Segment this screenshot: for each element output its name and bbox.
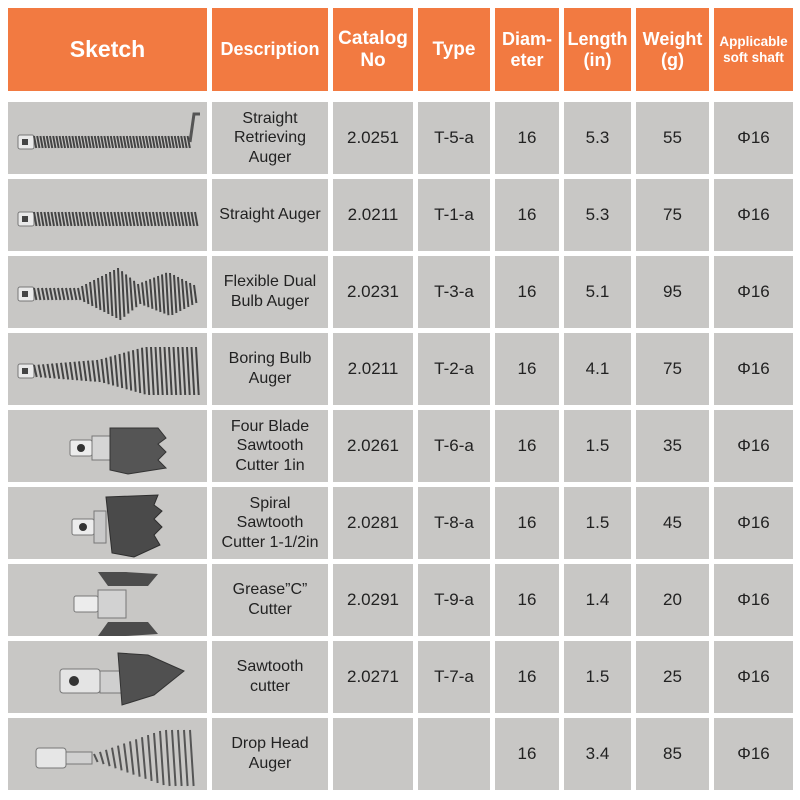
sketch-cell [8,487,207,559]
diameter-cell: 16 [495,179,559,251]
weight-cell: 75 [636,179,709,251]
weight-cell: 75 [636,333,709,405]
straight-retrieving-auger-icon [8,102,207,174]
catalog-cell: 2.0291 [333,564,413,636]
sketch-cell [8,256,207,328]
catalog-cell: 2.0211 [333,179,413,251]
table-row [8,718,793,790]
diameter-cell: 16 [495,564,559,636]
sketch-cell [8,641,207,713]
weight-cell: 95 [636,256,709,328]
sawtooth-cutter-icon [8,641,207,713]
table-body [8,102,793,790]
catalog-cell: 2.0281 [333,487,413,559]
diameter-cell: 16 [495,487,559,559]
diameter-cell: 16 [495,410,559,482]
sketch-cell [8,333,207,405]
sketch-cell [8,564,207,636]
catalog-cell: 2.0211 [333,333,413,405]
dual-bulb-auger-icon [8,256,207,328]
type-cell: T-7-a [418,641,490,713]
type-cell: T-1-a [418,179,490,251]
header-shaft: Applicable soft shaft [714,8,793,91]
type-cell: T-8-a [418,487,490,559]
shaft-cell: Φ16 [714,641,793,713]
type-cell: T-3-a [418,256,490,328]
weight-cell: 25 [636,641,709,713]
header-catalog: Catalog No [333,8,413,91]
table-row [8,487,793,559]
table-row [8,179,793,251]
description-cell: Boring Bulb Auger [212,333,328,405]
length-cell: 4.1 [564,333,631,405]
spiral-sawtooth-cutter-icon [8,487,207,559]
table-row [8,564,793,636]
header-diameter: Diam-eter [495,8,559,91]
description-cell: Straight Retrieving Auger [212,102,328,174]
length-cell: 1.5 [564,487,631,559]
header-weight: Weight (g) [636,8,709,91]
type-cell: T-5-a [418,102,490,174]
table-row [8,256,793,328]
straight-auger-icon [8,179,207,251]
shaft-cell: Φ16 [714,487,793,559]
type-cell: T-9-a [418,564,490,636]
length-cell: 5.3 [564,102,631,174]
diameter-cell: 16 [495,102,559,174]
sketch-cell [8,410,207,482]
header-row [8,8,793,91]
catalog-cell: 2.0271 [333,641,413,713]
description-cell: Spiral Sawtooth Cutter 1-1/2in [212,487,328,559]
grease-c-cutter-icon [8,564,207,636]
description-cell: Grease”C” Cutter [212,564,328,636]
header-type: Type [418,8,490,91]
header-sketch: Sketch [8,8,207,91]
table-row [8,410,793,482]
shaft-cell: Φ16 [714,410,793,482]
header-length: Length (in) [564,8,631,91]
shaft-cell: Φ16 [714,718,793,790]
catalog-cell [333,718,413,790]
sketch-cell [8,179,207,251]
catalog-cell: 2.0251 [333,102,413,174]
shaft-cell: Φ16 [714,564,793,636]
shaft-cell: Φ16 [714,102,793,174]
table-row [8,102,793,174]
shaft-cell: Φ16 [714,256,793,328]
weight-cell: 35 [636,410,709,482]
table-row [8,641,793,713]
description-cell: Four Blade Sawtooth Cutter 1in [212,410,328,482]
description-cell: Drop Head Auger [212,718,328,790]
spec-table [8,8,793,795]
sketch-cell [8,718,207,790]
length-cell: 1.5 [564,410,631,482]
weight-cell: 20 [636,564,709,636]
shaft-cell: Φ16 [714,179,793,251]
table-row [8,333,793,405]
length-cell: 1.5 [564,641,631,713]
diameter-cell: 16 [495,333,559,405]
header-description: Description [212,8,328,91]
length-cell: 5.3 [564,179,631,251]
weight-cell: 45 [636,487,709,559]
shaft-cell: Φ16 [714,333,793,405]
four-blade-cutter-icon [8,410,207,482]
type-cell [418,718,490,790]
description-cell: Sawtooth cutter [212,641,328,713]
length-cell: 5.1 [564,256,631,328]
catalog-cell: 2.0231 [333,256,413,328]
description-cell: Flexible Dual Bulb Auger [212,256,328,328]
diameter-cell: 16 [495,718,559,790]
diameter-cell: 16 [495,256,559,328]
catalog-cell: 2.0261 [333,410,413,482]
length-cell: 1.4 [564,564,631,636]
weight-cell: 55 [636,102,709,174]
weight-cell: 85 [636,718,709,790]
sketch-cell [8,102,207,174]
boring-bulb-auger-icon [8,333,207,405]
type-cell: T-6-a [418,410,490,482]
type-cell: T-2-a [418,333,490,405]
length-cell: 3.4 [564,718,631,790]
diameter-cell: 16 [495,641,559,713]
drop-head-auger-icon [8,718,207,790]
description-cell: Straight Auger [212,179,328,251]
